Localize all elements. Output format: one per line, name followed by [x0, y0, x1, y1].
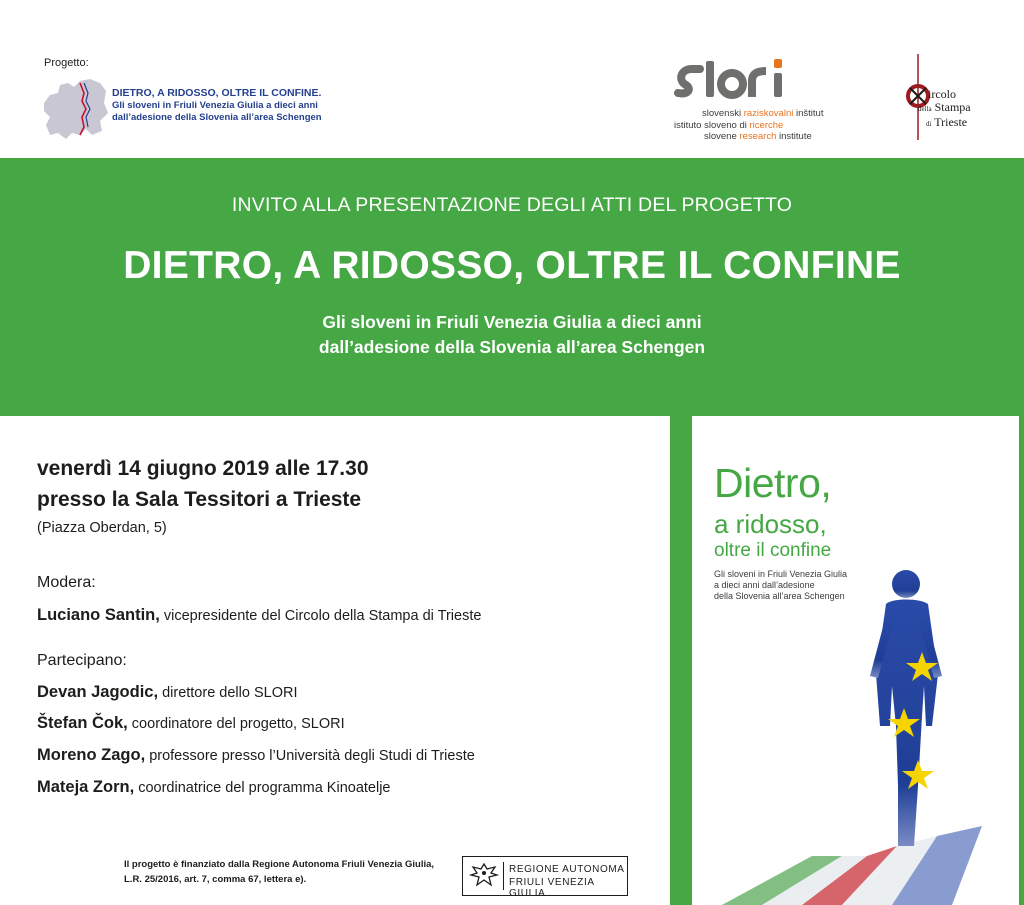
person-silhouette — [870, 570, 942, 846]
slori-logo — [674, 55, 854, 145]
event-date: venerdì 14 giugno 2019 alle 17.30 — [37, 457, 369, 480]
moderator-role: vicepresidente del Circolo della Stampa di Trieste — [159, 608, 482, 624]
book-title-2: a ridosso, — [714, 509, 827, 539]
green-edge — [1019, 416, 1024, 905]
moderator-name: Luciano Santin, — [37, 606, 160, 624]
circolo-stampa-logo — [896, 52, 1006, 142]
regione-text-2: FRIULI VENEZIA GIULIA — [509, 877, 595, 899]
slori-tagline: slovenski raziskovalni inštitut istituto sloveno di ricerche slovene research institute — [674, 108, 824, 142]
book-subtitle: Gli sloveni in Friuli Venezia Giulia a dieci anni dall’adesione della Slovenia all’area Schengen — [714, 569, 848, 601]
participant-row: Devan Jagodic, direttore dello SLORI — [37, 683, 298, 701]
regione-fvg-logo — [462, 856, 628, 899]
project-subtitle: Gli sloveni in Friuli Venezia Giulia a dieci anni dall’adesione della Slovenia all’area Schengen — [112, 100, 322, 123]
title-band — [0, 158, 1024, 416]
event-address: (Piazza Oberdan, 5) — [37, 520, 167, 536]
project-label: Progetto: — [44, 57, 89, 69]
funding-note: Il progetto è finanziato dalla Regione Autonoma Friuli Venezia Giulia, L.R. 25/2016, art. 7, comma 67, lettera e). — [124, 859, 435, 885]
europe-map-icon — [40, 73, 110, 143]
slori-wordmark-icon — [674, 55, 798, 103]
regione-text-1: REGIONE AUTONOMA — [509, 864, 625, 875]
event-details — [0, 416, 670, 905]
invite-heading: INVITO ALLA PRESENTAZIONE DEGLI ATTI DEL PROGETTO — [231, 194, 793, 216]
event-subtitle: Gli sloveni in Friuli Venezia Giulia a dieci anni dall’adesione della Slovenia all’area Schengen — [318, 312, 706, 357]
participants-label: Partecipano: — [37, 652, 127, 669]
walking-figure-illustration — [692, 556, 1019, 905]
event-title: DIETRO, A RIDOSSO, OLTRE IL CONFINE — [123, 244, 901, 287]
circolo-name: ircolo della Stampa di Trieste — [918, 87, 971, 129]
project-title: DIETRO, A RIDOSSO, OLTRE IL CONFINE. — [112, 87, 322, 99]
book-title-3: oltre il confine — [714, 540, 832, 561]
moderator-label: Modera: — [37, 574, 96, 591]
event-venue: presso la Sala Tessitori a Trieste — [37, 488, 362, 511]
eagle-icon — [469, 861, 499, 891]
book-cover — [692, 416, 1019, 905]
participant-row: Štefan Čok, coordinatore del progetto, SLORI — [37, 714, 345, 732]
book-title-1: Dietro, — [714, 460, 832, 506]
green-divider — [670, 416, 692, 905]
header — [0, 0, 1024, 158]
moderator-row — [37, 606, 481, 625]
participant-row: Moreno Zago, professore presso l’Università degli Studi di Trieste — [37, 746, 475, 764]
regione-divider — [503, 862, 504, 890]
participant-row: Mateja Zorn, coordinatrice del programma Kinoatelje — [37, 778, 391, 796]
